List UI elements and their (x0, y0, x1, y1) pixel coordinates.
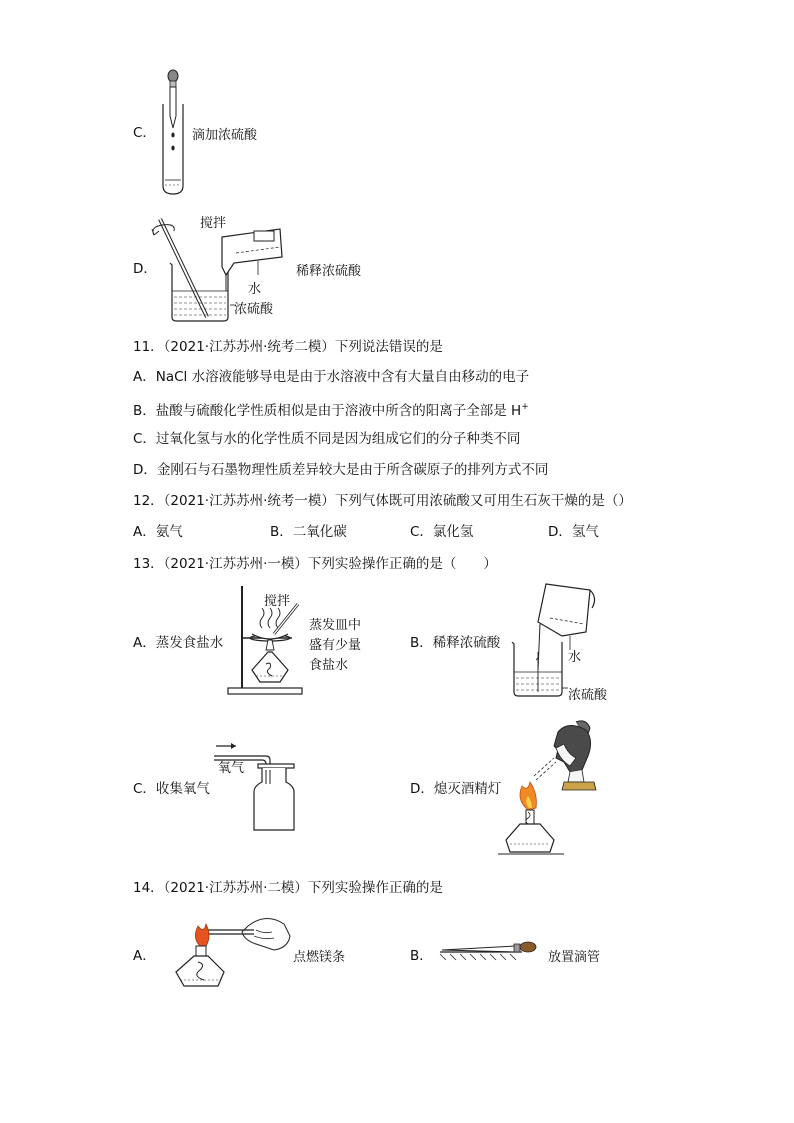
q10-d-stir-label: 搅拌 (200, 216, 227, 231)
q12-option-c: C．氯化氢 (410, 524, 474, 540)
burning-magnesium-figure (170, 910, 292, 990)
q11-option-a: A．NaCl 水溶液能够导电是由于水溶液中含有大量自由移动的电子 (133, 369, 530, 385)
q13-option-d-label: D．熄灭酒精灯 (410, 781, 502, 797)
q14-b-caption: 放置滴管 (548, 950, 601, 965)
q10-c-caption: 滴加浓硫酸 (192, 128, 258, 143)
q10-d-acid-label: 浓硫酸 (234, 302, 274, 317)
q13-b-acid-label: 浓硫酸 (568, 688, 608, 703)
q12-stem: 12．（2021·江苏苏州·统考一模）下列气体既可用浓硫酸又可用生石灰干燥的是（） (133, 493, 632, 509)
q13-option-b-label: B．稀释浓硫酸 (410, 635, 501, 651)
q13-stem: 13．（2021·江苏苏州·一模）下列实验操作正确的是（ ） (133, 556, 497, 572)
q12-option-a: A．氨气 (133, 524, 183, 540)
gas-collection-figure (210, 740, 300, 834)
q11-option-b: B．盐酸与硫酸化学性质相似是由于溶液中所含的阳离子全部是 H+ (133, 402, 529, 419)
alcohol-lamp-blowing-figure (498, 716, 598, 858)
q12-option-d: D．氢气 (548, 524, 599, 540)
q10-option-c-label: C． (133, 125, 156, 141)
q10-d-caption: 稀释浓硫酸 (296, 264, 362, 279)
q12-option-b: B．二氧化碳 (270, 524, 347, 540)
q13-c-gas-label: 氧气 (218, 761, 245, 776)
q13-a-note-line2: 盛有少量 (309, 638, 362, 653)
q13-a-stir-label: 搅拌 (264, 594, 291, 609)
q14-stem: 14．（2021·江苏苏州·二模）下列实验操作正确的是 (133, 880, 443, 896)
q11-stem: 11．（2021·江苏苏州·统考二模）下列说法错误的是 (133, 339, 443, 355)
q13-b-water-label: 水 (568, 650, 582, 665)
q11-option-c: C．过氧化氢与水的化学性质不同是因为组成它们的分子种类不同 (133, 431, 521, 447)
q14-a-caption: 点燃镁条 (293, 950, 346, 965)
q13-option-c-label: C．收集氧气 (133, 781, 210, 797)
q10-d-water-label: 水 (248, 282, 262, 297)
q11-option-d: D．金刚石与石墨物理性质差异较大是由于所含碳原子的排列方式不同 (133, 462, 549, 478)
q13-a-note-line3: 食盐水 (309, 658, 349, 673)
q13-a-note-line1: 蒸发皿中 (309, 618, 362, 633)
q10-option-d-label: D． (133, 261, 157, 277)
dropper-test-tube-figure (155, 68, 195, 196)
q14-option-a-label: A． (133, 948, 156, 964)
q14-option-b-label: B． (410, 948, 433, 964)
dropper-on-table-figure (436, 938, 542, 964)
q13-option-a-label: A．蒸发食盐水 (133, 635, 224, 651)
